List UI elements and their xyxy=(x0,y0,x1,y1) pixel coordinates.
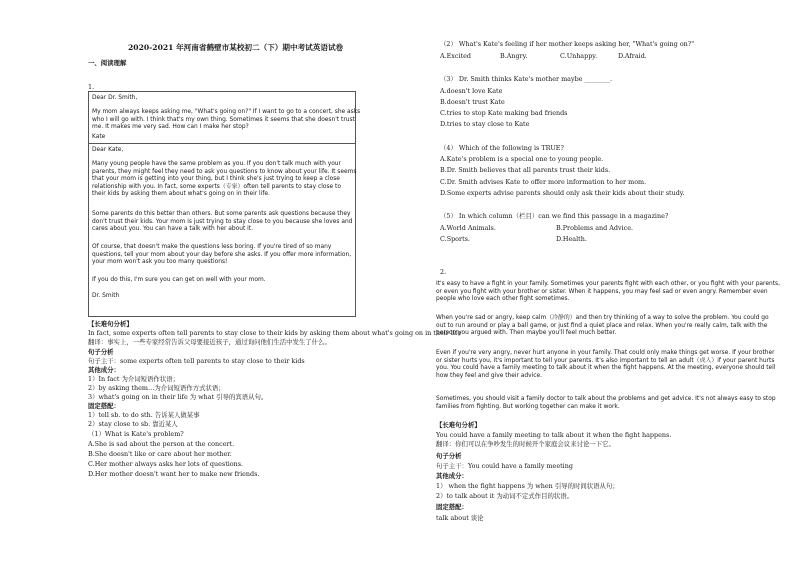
analysis-header: 【长难句分析】 xyxy=(88,320,133,328)
letter2-greeting: Dear Kate, xyxy=(92,147,124,153)
analysis-translation: 翻译：事实上，一些专家经常告诉父母要接近孩子，通过询问他们生活中发生了什么。 xyxy=(88,338,331,346)
section-heading: 一、阅读理解 xyxy=(88,59,127,67)
letter1-greeting: Dear Dr. Smith, xyxy=(92,95,138,101)
letter-divider xyxy=(89,143,355,144)
passage-line: Even if you're very angry, never hurt anyone in your family. That could only make things get worse. If your brother xyxy=(436,350,775,356)
answer-option: A.World Animals. xyxy=(440,224,496,232)
analysis-sentence: You could have a family meeting to talk about it when the fight happens. xyxy=(436,431,672,439)
letter2-line: Many young people have the same problem as you. If you don't talk much with your xyxy=(92,161,341,167)
letter-box xyxy=(88,91,361,317)
letter2-line: don't trust their kids. Your mom is just trying to stay close to you because she loves and xyxy=(92,218,353,225)
letter1-line: me. It makes me very sad. How can I make her stop? xyxy=(92,124,249,131)
analysis-item: 1） when the fight happens 为 when 引导的时间状语从句； xyxy=(436,482,619,490)
analysis-phrase: talk about 谈论 xyxy=(436,514,484,522)
analysis-item: 3）what's going on in their life 为 what 引导的宾语从句。 xyxy=(88,393,268,401)
analysis-sentence: In fact, some experts often tell parents to stay close to their kids by asking them about what's going on in their life xyxy=(88,329,462,337)
answer-option: B.Problems and Advice. xyxy=(556,224,634,232)
analysis-item: 2）by asking them…为介词短语作方式状语； xyxy=(88,384,225,392)
question-stem: （2） What's Kate's feeling if her mother keeps asking her, "What's going on?" xyxy=(440,40,695,48)
answer-option: A.Excited xyxy=(440,52,471,60)
answer-option: C.Sports. xyxy=(440,235,470,243)
question-stem: （4） Which of the following is TRUE? xyxy=(440,144,564,152)
answer-option: D.Health. xyxy=(556,235,587,243)
passage-line: out to run around or play a ball game, or just find a quiet place and relax. When you're really calm, talk with the xyxy=(436,322,768,329)
letter2-line: relationship with you. In fact, some experts（专家）often tell parents to stay close to xyxy=(92,183,341,190)
analysis-parse-header: 句子分析 xyxy=(436,452,462,460)
passage-line: how they feel and give their advice. xyxy=(436,372,543,379)
question-number: 1. xyxy=(88,83,95,91)
answer-option: C.Dr. Smith advises Kate to offer more information to her mom. xyxy=(440,178,647,186)
answer-option: C.tries to stop Kate making bad friends xyxy=(440,109,568,117)
analysis-phrase-header: 固定搭配： xyxy=(436,503,468,511)
letter2-line: Some parents do this better than others. But some parents ask questions because they xyxy=(92,211,351,217)
analysis-translation: 翻译：你们可以在争吵发生的时候开个家庭会议来讨论一下它。 xyxy=(436,440,615,448)
passage-line: person you argued with. Then maybe you'll feel much better. xyxy=(436,330,617,337)
question-stem: （5） In which column（栏目）can we find this passage in a magazine? xyxy=(440,212,669,220)
answer-option: C.Her mother always asks her lots of questions. xyxy=(88,460,244,468)
passage-line: When you're sad or angry, keep calm（冷静的）and then try thinking of a way to solve the problem. You could go xyxy=(436,315,769,321)
passage-paragraph xyxy=(436,350,775,380)
answer-option: A.Kate's problem is a special one to young people. xyxy=(440,155,604,163)
passage-line: It's easy to have a fight in your family. Sometimes your parents fight with each other, or you fight with your parents, xyxy=(436,281,780,287)
answer-option: C.Unhappy. xyxy=(560,52,598,60)
letter2-line: questions, tell your mom about your day before she asks. If you offer more information, xyxy=(92,251,352,258)
analysis-phrase: 2）stay close to sb. 靠近某人 xyxy=(88,420,178,428)
analysis-item: 2）to talk about it 为动词不定式作目的状语。 xyxy=(436,492,574,500)
passage-paragraph xyxy=(436,281,780,304)
passage-line: or even you fight with your brother or sister. When it happens, you may feel sad or even angry. Remember even xyxy=(436,288,768,295)
analysis-other-header: 其他成分： xyxy=(436,472,468,480)
letter2-line: cares about you. You can have a talk with her about it. xyxy=(92,226,253,233)
exam-title: 2020-2021 年河南省鹤壁市某校初二（下）期中考试英语试卷 xyxy=(128,43,344,52)
letter2-paragraph xyxy=(92,244,351,267)
letter2-line: their kids by asking them about what's going on in their life. xyxy=(92,191,270,198)
analysis-phrase: 1）tell sb. to do sth. 告诉某人做某事 xyxy=(88,411,200,419)
answer-option: D.tries to stay close to Kate xyxy=(440,120,530,128)
passage-paragraph xyxy=(436,396,776,411)
letter1-line: My mom always keeps asking me, "What's going on?" If I want to go to a concert, she asks xyxy=(92,109,361,115)
letter2-paragraph xyxy=(92,161,356,199)
answer-option: B.Angry. xyxy=(500,52,528,60)
answer-option: D.Some experts advise parents should only ask their kids about their study. xyxy=(440,189,685,197)
letter2-signature: Dr. Smith xyxy=(92,293,120,299)
answer-option: B.Dr. Smith believes that all parents trust their kids. xyxy=(440,166,611,174)
question-stem: （1）What is Kate's problem? xyxy=(88,430,184,438)
answer-option: A.She is sad about the person at the concert. xyxy=(88,440,235,448)
answer-option: A.doesn't love Kate xyxy=(440,87,503,95)
letter1-signature: Kate xyxy=(92,134,106,140)
answer-option: B.She doesn't like or care about her mother. xyxy=(88,450,232,458)
letter2-line: Of course, that doesn't make the questions less boring. If you're tired of so many xyxy=(92,244,332,250)
analysis-trunk: 句子主干：some experts often tell parents to stay close to their kids xyxy=(88,357,305,365)
question-number: 2. xyxy=(440,268,447,276)
analysis-other-header: 其他成分： xyxy=(88,366,120,374)
analysis-header: 【长难句分析】 xyxy=(436,421,481,429)
letter2-paragraph: If you do this, I'm sure you can get on well with your mom. xyxy=(92,277,266,283)
letter2-line: your mom won't ask you too many questions! xyxy=(92,259,228,266)
analysis-trunk: 句子主干：You could have a family meeting xyxy=(436,462,573,470)
letter2-paragraph xyxy=(92,211,352,234)
passage-line: people who love each other fight sometimes. xyxy=(436,296,570,303)
passage-line: Sometimes, you should visit a family doctor to talk about the problems and get advice. It's not always easy to stop xyxy=(436,396,776,402)
analysis-phrase-header: 固定搭配： xyxy=(88,402,120,410)
letter2-line: parents, they might feel they need to ask you questions to know about your life. It seems xyxy=(92,168,357,175)
letter2-line: that your mom is getting into your thing, but I think she's just trying to keep a close xyxy=(92,176,340,183)
passage-line: you. You could have a family meeting to talk about it when the fight happens. At the meeting, everyone should tell xyxy=(436,365,776,372)
answer-option: B.doesn't trust Kate xyxy=(440,98,505,106)
answer-option: D.Her mother doesn't want her to make new friends. xyxy=(88,470,260,478)
letter1-line: who I will go with. I think that's my own thing. Sometimes it seems that she doesn't trust xyxy=(92,116,355,123)
answer-option: D.Afraid. xyxy=(618,52,647,60)
letter1-body xyxy=(92,109,360,132)
passage-line: families from fighting. But working together can make it work. xyxy=(436,403,620,410)
analysis-item: 1）In fact 为介词短语作状语； xyxy=(88,375,179,383)
question-stem: （3） Dr. Smith thinks Kate's mother maybe ________. xyxy=(440,75,613,83)
passage-paragraph xyxy=(436,315,769,338)
passage-line: or sister hurts you, it's important to tell your parents. It's also important to tell an adult（成人）if your parent hurts xyxy=(436,357,775,364)
analysis-parse-header: 句子分析 xyxy=(88,348,114,356)
